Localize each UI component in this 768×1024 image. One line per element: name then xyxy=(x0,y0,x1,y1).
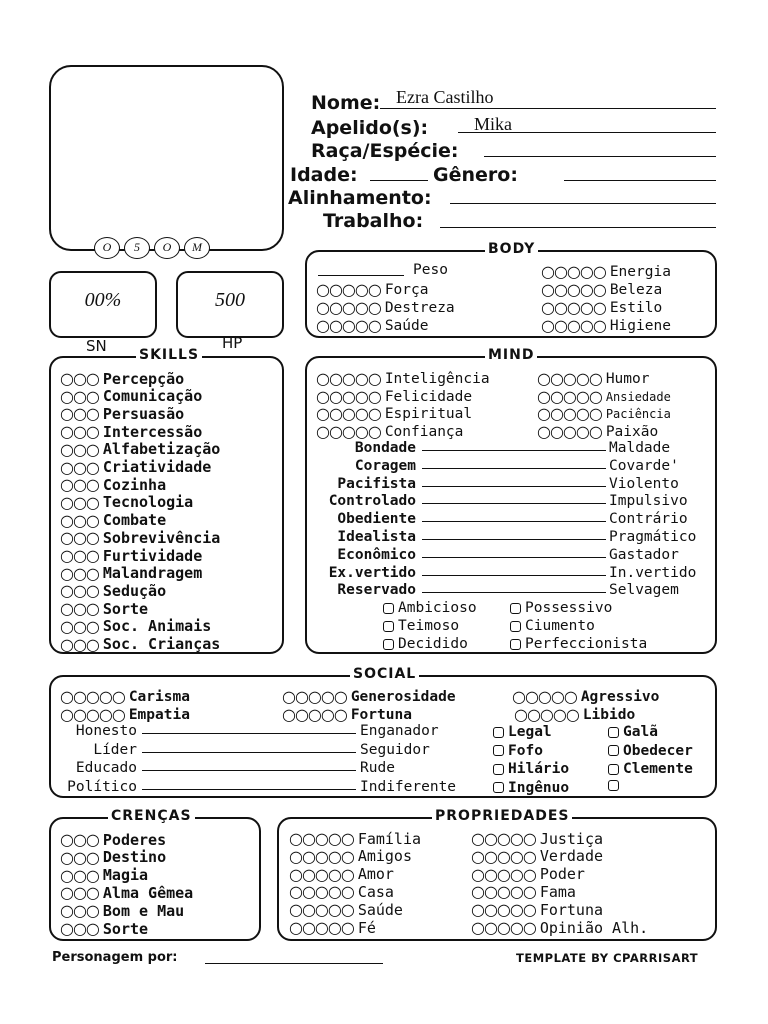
skill-label: Sorte xyxy=(102,599,149,618)
trait-line xyxy=(422,503,606,504)
rating-circles[interactable]: ○○○ xyxy=(60,563,99,583)
rating-circles[interactable]: ○○○○○ xyxy=(316,316,381,335)
trait-right: Violento xyxy=(609,475,679,492)
social-title: SOCIAL xyxy=(350,666,419,682)
crenca-label: Destino xyxy=(102,848,167,867)
body-left-1: ○○○○○ Força xyxy=(316,280,429,299)
social-stat-generosidade: ○○○○○ Generosidade xyxy=(282,687,456,706)
trait-right: Impulsivo xyxy=(609,493,688,510)
mind-left-2: ○○○○○ Espiritual xyxy=(316,404,473,423)
social-checkbox xyxy=(608,761,693,777)
trait-right: Enganador xyxy=(360,723,439,739)
checkbox-label: Obedecer xyxy=(623,742,693,759)
rating-circles[interactable]: ○○○ xyxy=(60,830,99,849)
rating-circles[interactable]: ○○○○○ xyxy=(60,705,125,724)
checkbox-icon[interactable] xyxy=(493,782,504,793)
trait-right: Gastador xyxy=(609,546,679,563)
skill-label: Cozinha xyxy=(102,475,167,494)
crenca-label: Magia xyxy=(102,866,149,885)
propriedade-row xyxy=(471,847,603,866)
skill-row xyxy=(60,369,184,388)
hp-box xyxy=(176,271,284,338)
rating-circles[interactable]: ○○○○○ xyxy=(316,280,381,299)
portrait-dots xyxy=(94,237,210,259)
checkbox-icon[interactable] xyxy=(383,603,394,614)
crenca-row xyxy=(60,866,148,885)
field-value-apelido[interactable]: Mika xyxy=(474,114,512,134)
skill-row xyxy=(60,581,166,600)
skill-label: Tecnologia xyxy=(102,493,194,512)
field-label-genero: Gênero: xyxy=(433,164,518,186)
mind-right-3: ○○○○○ Paixão xyxy=(537,422,659,441)
checkbox-label: Fofo xyxy=(508,742,543,759)
trait-left: Econômico xyxy=(337,546,416,563)
social-checkbox xyxy=(493,743,543,759)
trait-line xyxy=(422,592,606,593)
trait-line xyxy=(422,450,606,451)
crenca-row xyxy=(60,830,166,849)
rating-circles[interactable]: ○○○○○ xyxy=(316,369,381,388)
rating-circles[interactable]: ○○○ xyxy=(60,404,99,424)
rating-circles[interactable]: ○○○○○ xyxy=(471,882,536,902)
propriedade-row xyxy=(289,847,412,866)
hp-label: HP xyxy=(222,334,243,352)
trait-line xyxy=(422,486,606,487)
social-checkbox xyxy=(608,724,658,740)
trait-line xyxy=(422,539,606,540)
field-label-nome: Nome: xyxy=(311,92,381,114)
body-right-1: ○○○○○ Beleza xyxy=(541,280,663,299)
rating-circles[interactable]: ○○○○○ xyxy=(289,846,354,866)
body-right-3: ○○○○○ Higiene xyxy=(541,316,671,335)
rating-circles[interactable]: ○○○ xyxy=(60,369,99,388)
trait-right: Covarde' xyxy=(609,457,679,474)
skill-label: Soc. Animais xyxy=(102,617,212,636)
rating-circles[interactable]: ○○○○○ xyxy=(282,687,347,706)
rating-circles[interactable]: ○○○○○ xyxy=(289,829,354,848)
rating-circles[interactable]: ○○○○○ xyxy=(471,864,536,884)
propriedade-label: Fortuna xyxy=(539,900,604,919)
rating-circles[interactable]: ○○○ xyxy=(60,422,99,442)
rating-circles[interactable]: ○○○○○ xyxy=(316,298,381,317)
checkbox-label: Clemente xyxy=(623,761,693,777)
skill-label: Combate xyxy=(102,511,167,530)
rating-circles[interactable]: ○○○ xyxy=(60,599,99,619)
trait-line xyxy=(142,733,356,734)
skill-label: Percepção xyxy=(102,369,185,388)
skill-label: Sobrevivência xyxy=(102,528,221,547)
checkbox-icon[interactable] xyxy=(510,639,521,650)
social-stat-carisma: ○○○○○ Carisma xyxy=(60,687,190,706)
propriedade-label: Verdade xyxy=(539,847,604,866)
checkbox-icon[interactable] xyxy=(493,745,504,756)
checkbox-icon[interactable] xyxy=(493,764,504,775)
propriedade-row xyxy=(471,918,648,937)
author-line[interactable] xyxy=(205,963,383,964)
trait-right: Selvagem xyxy=(609,582,679,599)
skill-row xyxy=(60,564,202,583)
checkbox-label: Ciumento xyxy=(525,618,595,634)
rating-circles[interactable]: ○○○ xyxy=(60,865,99,885)
propriedade-row xyxy=(289,918,376,937)
trait-left: Líder xyxy=(93,741,137,758)
mind-right-0: ○○○○○ Humor xyxy=(537,369,650,388)
rating-circles[interactable]: ○○○ xyxy=(60,475,99,495)
rating-circles[interactable]: ○○○ xyxy=(60,616,99,636)
mind-left-0: ○○○○○ Inteligência xyxy=(316,369,490,388)
mind-left-3: ○○○○○ Confiança xyxy=(316,422,464,441)
skill-row xyxy=(60,511,166,530)
propriedade-label: Justiça xyxy=(539,829,604,848)
skill-label: Criatividade xyxy=(102,458,212,476)
trait-right: In.vertido xyxy=(609,564,697,581)
rating-circles[interactable]: ○○○○○ xyxy=(541,316,606,335)
rating-circles[interactable]: ○○○ xyxy=(60,634,99,654)
checkbox-label: Ingênuo xyxy=(508,779,570,796)
crencas-title: CRENÇAS xyxy=(108,808,195,824)
skill-row xyxy=(60,387,202,406)
rating-circles[interactable]: ○○○○○ xyxy=(541,262,606,281)
checkbox-icon[interactable] xyxy=(608,745,619,756)
crenca-label: Bom e Mau xyxy=(102,901,185,920)
trait-checkbox xyxy=(383,600,477,616)
social-stat-empatia: ○○○○○ Empatia xyxy=(60,705,190,724)
rating-circles[interactable]: ○○○ xyxy=(60,386,99,406)
crenca-row xyxy=(60,919,148,938)
skill-row xyxy=(60,617,211,636)
social-stat-libido: ○○○○○ Libido xyxy=(514,705,636,724)
rating-circles[interactable]: ○○○○○ xyxy=(471,900,536,920)
rating-circles[interactable]: ○○○○○ xyxy=(60,687,125,706)
rating-circles[interactable]: ○○○○○ xyxy=(289,918,354,937)
field-label-idade: Idade: xyxy=(290,164,358,186)
rating-circles[interactable]: ○○○○○ xyxy=(316,422,381,441)
body-left-2: ○○○○○ Destreza xyxy=(316,298,455,317)
trait-left: Coragem xyxy=(354,457,416,474)
portrait-dot: M xyxy=(184,237,210,259)
checkbox-icon[interactable] xyxy=(493,727,504,738)
social-checkbox xyxy=(493,780,569,796)
body-left-3: ○○○○○ Saúde xyxy=(316,316,429,335)
rating-circles[interactable]: ○○○ xyxy=(60,847,99,867)
checkbox-icon[interactable] xyxy=(608,780,619,791)
social-stat-fortuna: ○○○○○ Fortuna xyxy=(282,705,412,724)
propriedade-row xyxy=(471,865,585,884)
field-line-genero xyxy=(564,180,716,181)
rating-circles[interactable]: ○○○ xyxy=(60,901,99,921)
propriedade-label: Fé xyxy=(357,918,376,937)
rating-circles[interactable]: ○○○ xyxy=(60,546,99,565)
trait-left: Idealista xyxy=(337,529,416,545)
trait-right: Contrário xyxy=(609,511,688,528)
propriedade-label: Amor xyxy=(357,865,394,884)
sn-label: SN xyxy=(86,337,107,355)
body-title: BODY xyxy=(485,241,538,257)
field-label-raca: Raça/Espécie: xyxy=(311,140,459,162)
rating-circles[interactable]: ○○○○○ xyxy=(541,298,606,317)
crenca-row xyxy=(60,883,193,902)
trait-checkbox xyxy=(383,636,468,652)
skill-row xyxy=(60,493,193,512)
propriedade-label: Opinião Alh. xyxy=(539,918,649,937)
rating-circles[interactable]: ○○○○○ xyxy=(541,280,606,299)
rating-circles[interactable]: ○○○○○ xyxy=(537,422,602,441)
checkbox-icon[interactable] xyxy=(510,621,521,632)
skill-row xyxy=(60,475,166,494)
trait-left: Honesto xyxy=(75,723,137,739)
mind-right-1: ○○○○○ Ansiedade xyxy=(537,387,671,406)
checkbox-label: Legal xyxy=(508,724,552,740)
field-value-nome[interactable]: Ezra Castilho xyxy=(396,87,494,107)
portrait-frame xyxy=(49,65,284,251)
checkbox-label: Ambicioso xyxy=(398,600,477,616)
checkbox-label: Decidido xyxy=(398,636,468,652)
propriedade-row xyxy=(289,829,421,848)
crenca-row xyxy=(60,901,184,920)
trait-left: Reservado xyxy=(337,582,416,599)
trait-right: Pragmático xyxy=(609,529,697,545)
checkbox-label: Galã xyxy=(623,724,658,740)
rating-circles[interactable]: ○○○○○ xyxy=(316,387,381,406)
mind-title: MIND xyxy=(485,347,537,363)
skills-title: SKILLS xyxy=(136,347,202,363)
skill-label: Malandragem xyxy=(102,564,203,583)
trait-left: Educado xyxy=(75,760,137,776)
propriedade-label: Casa xyxy=(357,882,394,901)
field-label-alinhamento: Alinhamento: xyxy=(288,187,432,209)
trait-right: Seguidor xyxy=(360,741,430,758)
propriedade-row xyxy=(471,829,603,848)
social-checkbox xyxy=(608,780,623,791)
rating-circles[interactable]: ○○○ xyxy=(60,581,99,601)
field-line-alinhamento xyxy=(450,203,716,204)
trait-right: Rude xyxy=(360,760,395,776)
author-label: Personagem por: xyxy=(52,950,178,965)
checkbox-icon[interactable] xyxy=(383,639,394,650)
trait-line xyxy=(142,770,356,771)
rating-circles[interactable]: ○○○ xyxy=(60,883,99,903)
skill-label: Persuasão xyxy=(102,404,185,423)
trait-checkbox xyxy=(510,618,595,634)
crenca-row xyxy=(60,848,166,867)
portrait-dot: O xyxy=(94,237,120,259)
rating-circles[interactable]: ○○○○○ xyxy=(471,918,536,937)
social-checkbox xyxy=(608,743,693,759)
rating-circles[interactable]: ○○○○○ xyxy=(512,687,577,706)
rating-circles[interactable]: ○○○ xyxy=(60,510,99,530)
checkbox-label: Teimoso xyxy=(398,618,460,634)
field-line-trabalho xyxy=(440,227,716,228)
trait-line xyxy=(142,752,356,753)
mind-right-2: ○○○○○ Paciência xyxy=(537,404,671,423)
sn-value[interactable]: 00% xyxy=(84,289,122,311)
checkbox-icon[interactable] xyxy=(383,621,394,632)
skill-label: Furtividade xyxy=(102,546,203,565)
trait-line xyxy=(422,557,606,558)
propriedade-row xyxy=(471,882,576,901)
crenca-label: Alma Gêmea xyxy=(102,883,194,902)
crenca-label: Sorte xyxy=(102,919,149,938)
skill-row xyxy=(60,440,220,459)
checkbox-label: Possessivo xyxy=(525,600,613,616)
field-line-apelido xyxy=(458,132,716,133)
rating-circles[interactable]: ○○○ xyxy=(60,439,99,459)
trait-line xyxy=(142,789,356,790)
mind-left-1: ○○○○○ Felicidade xyxy=(316,387,473,406)
trait-line xyxy=(422,521,606,522)
body-right-0: ○○○○○ Energia xyxy=(541,262,671,281)
hp-value[interactable]: 500 xyxy=(215,289,245,311)
propriedade-row xyxy=(289,900,403,919)
skill-row xyxy=(60,404,184,423)
skill-row xyxy=(60,635,220,654)
propriedades-title: PROPRIEDADES xyxy=(432,808,572,824)
body-right-2: ○○○○○ Estilo xyxy=(541,298,663,317)
skill-label: Comunicação xyxy=(102,387,203,406)
trait-left: Obediente xyxy=(337,511,416,528)
field-line-idade xyxy=(370,180,428,181)
rating-circles[interactable]: ○○○○○ xyxy=(514,705,579,724)
rating-circles[interactable]: ○○○ xyxy=(60,492,99,512)
rating-circles[interactable]: ○○○○○ xyxy=(537,387,602,406)
propriedade-label: Poder xyxy=(539,865,585,884)
template-credit: TEMPLATE BY CPARRISART xyxy=(516,951,699,965)
rating-circles[interactable]: ○○○○○ xyxy=(471,829,536,848)
trait-line xyxy=(422,575,606,576)
field-label-apelido: Apelido(s): xyxy=(311,117,429,139)
rating-circles[interactable]: ○○○○○ xyxy=(471,846,536,866)
skill-row xyxy=(60,528,220,547)
skill-label: Sedução xyxy=(102,581,167,600)
trait-checkbox xyxy=(510,636,647,652)
propriedade-label: Família xyxy=(357,829,422,848)
trait-line xyxy=(422,468,606,469)
skill-row xyxy=(60,599,148,618)
propriedade-row xyxy=(471,900,603,919)
rating-circles[interactable]: ○○○○○ xyxy=(537,404,602,423)
rating-circles[interactable]: ○○○○○ xyxy=(537,369,602,388)
portrait-dot: O xyxy=(154,237,180,259)
rating-circles[interactable]: ○○○○○ xyxy=(282,705,347,724)
skill-row xyxy=(60,422,202,441)
rating-circles[interactable]: ○○○ xyxy=(60,919,99,938)
rating-circles[interactable]: ○○○○○ xyxy=(316,404,381,423)
trait-left: Controlado xyxy=(328,493,416,510)
skill-label: Soc. Crianças xyxy=(102,635,221,653)
trait-checkbox xyxy=(510,600,612,616)
trait-left: Pacifista xyxy=(337,475,416,492)
checkbox-label: Perfeccionista xyxy=(525,636,648,652)
field-label-trabalho: Trabalho: xyxy=(323,210,424,232)
skill-label: Alfabetização xyxy=(102,440,221,459)
checkbox-icon[interactable] xyxy=(608,727,619,738)
propriedade-label: Amigos xyxy=(357,847,412,866)
checkbox-icon[interactable] xyxy=(510,603,521,614)
crenca-label: Poderes xyxy=(102,830,167,849)
rating-circles[interactable]: ○○○○○ xyxy=(289,900,354,920)
rating-circles[interactable]: ○○○○○ xyxy=(289,864,354,884)
skill-row xyxy=(60,458,211,477)
skill-label: Intercessão xyxy=(102,422,203,441)
trait-right: Maldade xyxy=(609,440,671,456)
body-left-0: Peso xyxy=(413,262,448,278)
social-checkbox xyxy=(493,724,552,740)
trait-left: Ex.vertido xyxy=(328,564,416,581)
rating-circles[interactable]: ○○○ xyxy=(60,457,99,477)
checkbox-label: Hilário xyxy=(508,761,570,777)
checkbox-icon[interactable] xyxy=(608,764,619,775)
propriedade-label: Fama xyxy=(539,882,576,901)
portrait-dot: 5 xyxy=(124,237,150,259)
sn-box xyxy=(49,271,157,338)
field-line-nome xyxy=(380,108,716,109)
skill-row xyxy=(60,546,202,565)
trait-right: Indiferente xyxy=(360,778,457,795)
field-line-raca xyxy=(484,156,716,157)
social-stat-agressivo: ○○○○○ Agressivo xyxy=(512,687,660,706)
propriedade-row xyxy=(289,882,394,901)
rating-circles[interactable]: ○○○ xyxy=(60,528,99,548)
trait-left: Político xyxy=(67,778,137,795)
rating-circles[interactable]: ○○○○○ xyxy=(289,882,354,902)
social-checkbox xyxy=(493,761,569,777)
propriedade-label: Saúde xyxy=(357,900,403,919)
propriedade-row xyxy=(289,865,394,884)
trait-checkbox xyxy=(383,618,459,634)
peso-line xyxy=(318,275,404,276)
trait-left: Bondade xyxy=(354,440,416,456)
